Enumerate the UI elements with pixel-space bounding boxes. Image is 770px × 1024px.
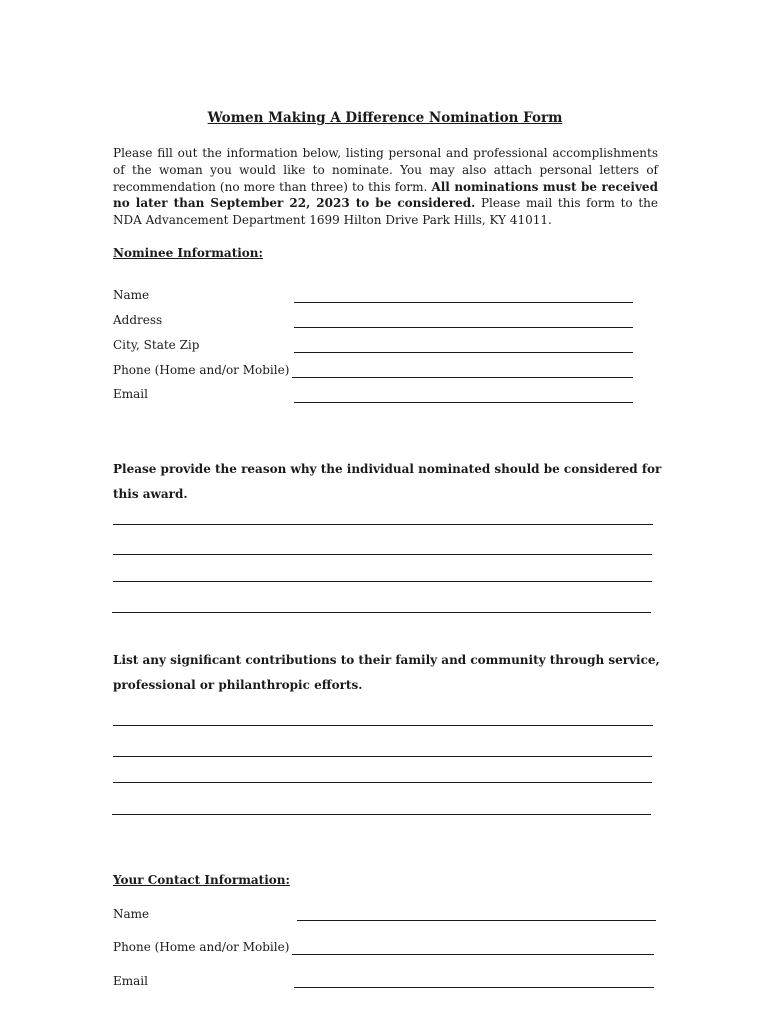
nominee-city-state-zip-label: City, State Zip xyxy=(113,338,200,352)
contact-heading: Your Contact Information: xyxy=(113,873,290,887)
nominee-name-label: Name xyxy=(113,288,150,302)
nominee-name-field[interactable] xyxy=(294,302,633,303)
contact-phone-label: Phone (Home and/or Mobile) xyxy=(113,940,290,954)
intro-text-2: Please mail this form to the NDA Advancement Department 1699 Hilton Drive Park Hills, KY 41011. xyxy=(113,196,658,228)
contributions-answer-line-4[interactable] xyxy=(112,814,651,815)
contact-name-label: Name xyxy=(113,907,150,921)
contributions-question: List any significant contributions to their family and community through service, professional or philanthropic efforts. xyxy=(113,653,660,692)
contact-name-field[interactable] xyxy=(297,920,656,921)
reason-answer-line-3[interactable] xyxy=(113,581,652,582)
reason-answer-line-4[interactable] xyxy=(112,612,651,613)
nominee-phone-label: Phone (Home and/or Mobile) xyxy=(113,363,290,377)
reason-question: Please provide the reason why the individual nominated should be considered for this award. xyxy=(113,462,662,501)
intro-paragraph xyxy=(113,145,658,229)
contributions-answer-line-3[interactable] xyxy=(113,782,652,783)
nominee-email-field[interactable] xyxy=(294,402,633,403)
nominee-heading: Nominee Information: xyxy=(113,246,263,260)
nominee-email-label: Email xyxy=(113,387,148,401)
form-title: Women Making A Difference Nomination Form xyxy=(207,110,563,126)
nominee-address-label: Address xyxy=(113,313,163,327)
contact-email-label: Email xyxy=(113,974,148,988)
intro-text-1: Please fill out the information below, listing personal and professional accomplishments of the woman you would like to nominate. You may also attach personal letters of recommendation (no more than three) to this form. xyxy=(113,146,658,194)
nominee-phone-field[interactable] xyxy=(292,377,633,378)
contributions-answer-line-2[interactable] xyxy=(113,756,652,757)
nominee-address-field[interactable] xyxy=(294,327,633,328)
contact-phone-field[interactable] xyxy=(292,954,654,955)
intro-deadline: All nominations must be received no later than September 22, 2023 to be considered. xyxy=(113,179,658,211)
contact-email-field[interactable] xyxy=(294,987,654,988)
nominee-city-state-zip-field[interactable] xyxy=(294,352,633,353)
contributions-answer-line-1[interactable] xyxy=(113,725,653,726)
reason-answer-line-2[interactable] xyxy=(113,554,652,555)
reason-answer-line-1[interactable] xyxy=(113,524,653,525)
